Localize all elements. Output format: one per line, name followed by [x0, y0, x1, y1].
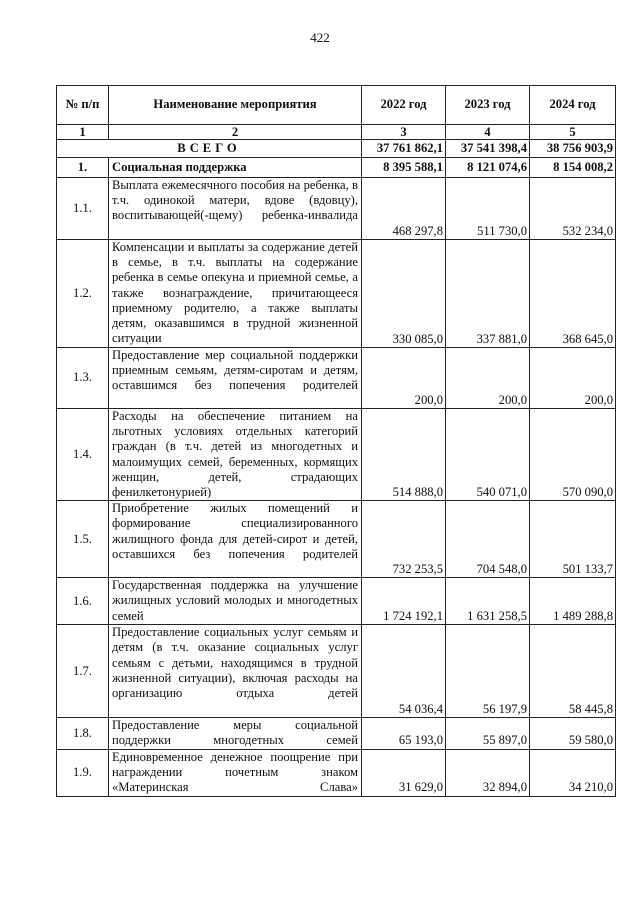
row-value-2022: 330 085,0: [362, 240, 446, 348]
row-num: 1.7.: [57, 625, 109, 718]
row-name: Компенсации и выплаты за содержание детей в семье, в т.ч. выплаты на содержание ребенка в семье опекуна и приемной семье, а также вознаграждение, причитающееся приемному родителю, а также выплаты детям, оказавшимся в трудной жизненной ситуации: [109, 240, 362, 348]
table-row: [57, 409, 616, 501]
table-row: [57, 240, 616, 348]
row-value-2023: 1 631 258,5: [446, 578, 530, 625]
section-2024: 8 154 008,2: [530, 158, 616, 178]
row-name: Предоставление мер социальной поддержки приемным семьям, детям-сиротам и детям, оставшимся без попечения родителей: [109, 348, 362, 409]
total-2022: 37 761 862,1: [362, 140, 446, 158]
header-2023: 2023 год: [446, 86, 530, 125]
row-name: Единовременное денежное поощрение при награждении почетным знаком «Материнская Слава»: [109, 749, 362, 796]
row-value-2023: 200,0: [446, 348, 530, 409]
section-num: 1.: [57, 158, 109, 178]
row-value-2022: 200,0: [362, 348, 446, 409]
row-num: 1.3.: [57, 348, 109, 409]
column-index: 1: [57, 125, 109, 140]
row-value-2023: 56 197,9: [446, 625, 530, 718]
total-2024: 38 756 903,9: [530, 140, 616, 158]
total-row: [57, 140, 616, 158]
row-value-2022: 1 724 192,1: [362, 578, 446, 625]
table-row: [57, 718, 616, 749]
row-name: Предоставление меры социальной поддержки многодетных семей: [109, 718, 362, 749]
table-row: [57, 348, 616, 409]
row-num: 1.9.: [57, 749, 109, 796]
row-value-2023: 511 730,0: [446, 178, 530, 240]
row-num: 1.2.: [57, 240, 109, 348]
page-number: 422: [310, 30, 330, 45]
row-value-2022: 468 297,8: [362, 178, 446, 240]
table-row: [57, 749, 616, 796]
row-num: 1.4.: [57, 409, 109, 501]
row-name: Расходы на обеспечение питанием на льготных условиях отдельных категорий граждан (в т.ч. детей из многодетных и малоимущих семей, беременных, кормящих женщин, детей, страдающих фенилкетонурией): [109, 409, 362, 501]
row-name: Государственная поддержка на улучшение жилищных условий молодых и многодетных семей: [109, 578, 362, 625]
row-value-2022: 65 193,0: [362, 718, 446, 749]
column-index: 3: [362, 125, 446, 140]
row-value-2023: 55 897,0: [446, 718, 530, 749]
row-value-2024: 59 580,0: [530, 718, 616, 749]
row-value-2024: 501 133,7: [530, 501, 616, 578]
row-value-2024: 368 645,0: [530, 240, 616, 348]
row-value-2022: 732 253,5: [362, 501, 446, 578]
header-name: Наименование мероприятия: [109, 86, 362, 125]
row-value-2022: 31 629,0: [362, 749, 446, 796]
total-label: ВСЕГО: [57, 140, 362, 158]
section-row: [57, 158, 616, 178]
total-2023: 37 541 398,4: [446, 140, 530, 158]
row-name: Выплата ежемесячного пособия на ребенка, в т.ч. одинокой матери, вдове (вдовцу), воспитывающей(-щему) ребенка-инвалида: [109, 178, 362, 240]
column-index-row: [57, 125, 616, 140]
table-row: [57, 501, 616, 578]
row-num: 1.6.: [57, 578, 109, 625]
row-value-2024: 58 445,8: [530, 625, 616, 718]
row-value-2023: 704 548,0: [446, 501, 530, 578]
row-value-2024: 200,0: [530, 348, 616, 409]
column-index: 5: [530, 125, 616, 140]
header-2024: 2024 год: [530, 86, 616, 125]
column-index: 2: [109, 125, 362, 140]
section-name: Социальная поддержка: [109, 158, 362, 178]
row-value-2022: 514 888,0: [362, 409, 446, 501]
row-value-2023: 32 894,0: [446, 749, 530, 796]
column-index: 4: [446, 125, 530, 140]
header-2022: 2022 год: [362, 86, 446, 125]
budget-table: [56, 85, 616, 797]
row-name: Предоставление социальных услуг семьям и детям (в т.ч. оказание социальных услуг семьям с детьми, находящимся в трудной жизненной ситуации), включая расходы на организацию отдыха детей: [109, 625, 362, 718]
section-2023: 8 121 074,6: [446, 158, 530, 178]
row-value-2022: 54 036,4: [362, 625, 446, 718]
row-value-2023: 337 881,0: [446, 240, 530, 348]
table-row: [57, 578, 616, 625]
row-value-2023: 540 071,0: [446, 409, 530, 501]
row-value-2024: 1 489 288,8: [530, 578, 616, 625]
section-2022: 8 395 588,1: [362, 158, 446, 178]
header-num: № п/п: [57, 86, 109, 125]
row-num: 1.1.: [57, 178, 109, 240]
header-row: [57, 86, 616, 125]
row-value-2024: 532 234,0: [530, 178, 616, 240]
row-name: Приобретение жилых помещений и формирование специализированного жилищного фонда для детей-сирот и детей, оставшихся без попечения родителей: [109, 501, 362, 578]
row-value-2024: 34 210,0: [530, 749, 616, 796]
row-num: 1.8.: [57, 718, 109, 749]
row-value-2024: 570 090,0: [530, 409, 616, 501]
row-num: 1.5.: [57, 501, 109, 578]
table-row: [57, 178, 616, 240]
table-row: [57, 625, 616, 718]
